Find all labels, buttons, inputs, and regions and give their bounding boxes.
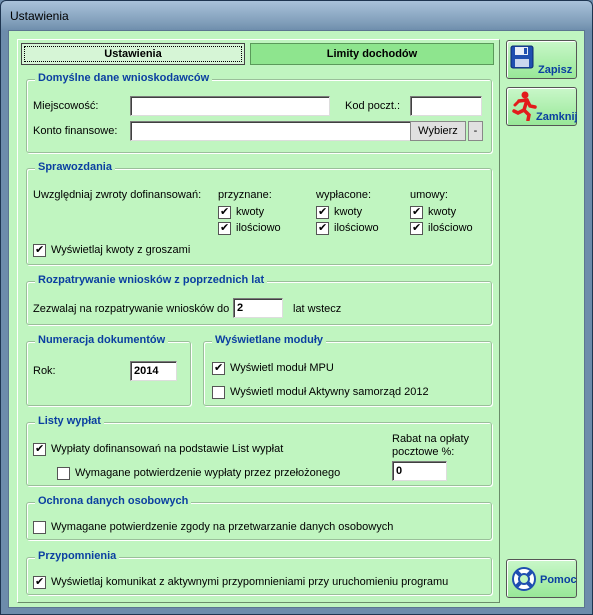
year-field[interactable]: 2014 (130, 361, 177, 381)
tab-income-limits[interactable]: Limity dochodów (250, 43, 494, 65)
help-button[interactable] (506, 559, 577, 598)
floppy-disk-icon (510, 45, 534, 69)
save-button[interactable] (506, 40, 577, 79)
granted-quantity-checkbox[interactable] (218, 222, 231, 235)
contracts-amounts-label: kwoty (428, 206, 457, 218)
contracts-quantity-label: ilościowo (428, 222, 473, 234)
discount-field[interactable]: 0 (392, 461, 447, 481)
clear-account-button[interactable]: - (468, 121, 483, 141)
postal-code-label: Kod poczt.: (345, 100, 401, 112)
years-back-suffix: lat wstecz (293, 303, 342, 315)
account-label: Konto finansowe: (33, 125, 118, 137)
granted-header: przyznane: (218, 189, 272, 201)
reports-title: Sprawozdania (35, 161, 115, 173)
settings-panel (17, 39, 500, 603)
payroll-lists-checkbox[interactable] (33, 443, 46, 456)
granted-amounts-checkbox[interactable] (218, 206, 231, 219)
paid-amounts-checkbox[interactable] (316, 206, 329, 219)
consent-label: Wymagane potwierdzenie zgody na przetwarzanie danych osobowych (51, 521, 394, 533)
privacy-group (26, 495, 492, 540)
grosze-checkbox[interactable] (33, 244, 46, 257)
payroll-group (26, 415, 492, 486)
default-data-group (26, 72, 492, 153)
discount-label-line1: Rabat na opłaty (392, 433, 470, 445)
allow-label: Zezwalaj na rozpatrywanie wniosków do (33, 303, 230, 315)
discount-label-line2: pocztowe %: (392, 446, 455, 458)
modules-group (203, 334, 492, 406)
mpu-label: Wyświetl moduł MPU (230, 362, 334, 374)
numbering-title: Numeracja dokumentów (35, 334, 168, 346)
save-button-label: Zapisz (538, 64, 573, 76)
mpu-checkbox[interactable] (212, 362, 225, 375)
granted-quantity-label: ilościowo (236, 222, 281, 234)
years-back-field[interactable]: 2 (233, 298, 283, 318)
reminders-label: Wyświetlaj komunikat z aktywnymi przypomnieniami przy uruchomieniu programu (51, 576, 449, 588)
close-button[interactable] (506, 87, 577, 126)
running-man-icon (511, 91, 537, 121)
previous-years-group (26, 274, 492, 325)
refunds-label: Uwzględniaj zwroty dofinansowań: (33, 189, 202, 201)
client-area (8, 30, 585, 608)
postal-code-field[interactable] (410, 96, 482, 116)
lifebuoy-icon (511, 566, 537, 592)
contracts-header: umowy: (410, 189, 448, 201)
numbering-group (26, 334, 191, 406)
supervisor-confirm-checkbox[interactable] (57, 467, 70, 480)
previous-years-title: Rozpatrywanie wniosków z poprzednich lat (35, 274, 267, 286)
reminders-checkbox[interactable] (33, 576, 46, 589)
choose-account-button[interactable]: Wybierz (410, 121, 466, 141)
grosze-label: Wyświetlaj kwoty z groszami (51, 244, 191, 256)
paid-quantity-label: ilościowo (334, 222, 379, 234)
tab-settings[interactable]: Ustawienia (21, 43, 245, 65)
default-data-title: Domyślne dane wnioskodawców (35, 72, 212, 84)
city-label: Miejscowość: (33, 100, 99, 112)
active-govt-checkbox[interactable] (212, 386, 225, 399)
modules-title: Wyświetlane moduły (212, 334, 326, 346)
reports-group (26, 161, 492, 265)
title-bar[interactable] (1, 1, 592, 29)
year-label: Rok: (33, 365, 56, 377)
account-field[interactable] (130, 121, 426, 141)
paid-header: wypłacone: (316, 189, 372, 201)
payroll-lists-label: Wypłaty dofinansowań na podstawie List wypłat (51, 443, 284, 455)
granted-amounts-label: kwoty (236, 206, 265, 218)
supervisor-confirm-label: Wymagane potwierdzenie wypłaty przez przełożonego (75, 467, 341, 479)
reminders-group (26, 550, 492, 595)
city-field[interactable] (130, 96, 330, 116)
payroll-title: Listy wypłat (35, 415, 104, 427)
active-govt-label: Wyświetl moduł Aktywny samorząd 2012 (230, 386, 429, 398)
window-title: Ustawienia (10, 9, 69, 23)
help-button-label: Pomoc (540, 574, 577, 586)
paid-quantity-checkbox[interactable] (316, 222, 329, 235)
privacy-title: Ochrona danych osobowych (35, 495, 191, 507)
contracts-amounts-checkbox[interactable] (410, 206, 423, 219)
paid-amounts-label: kwoty (334, 206, 363, 218)
consent-checkbox[interactable] (33, 521, 46, 534)
reminders-title: Przypomnienia (35, 550, 119, 562)
close-button-label: Zamknij (536, 111, 578, 123)
contracts-quantity-checkbox[interactable] (410, 222, 423, 235)
